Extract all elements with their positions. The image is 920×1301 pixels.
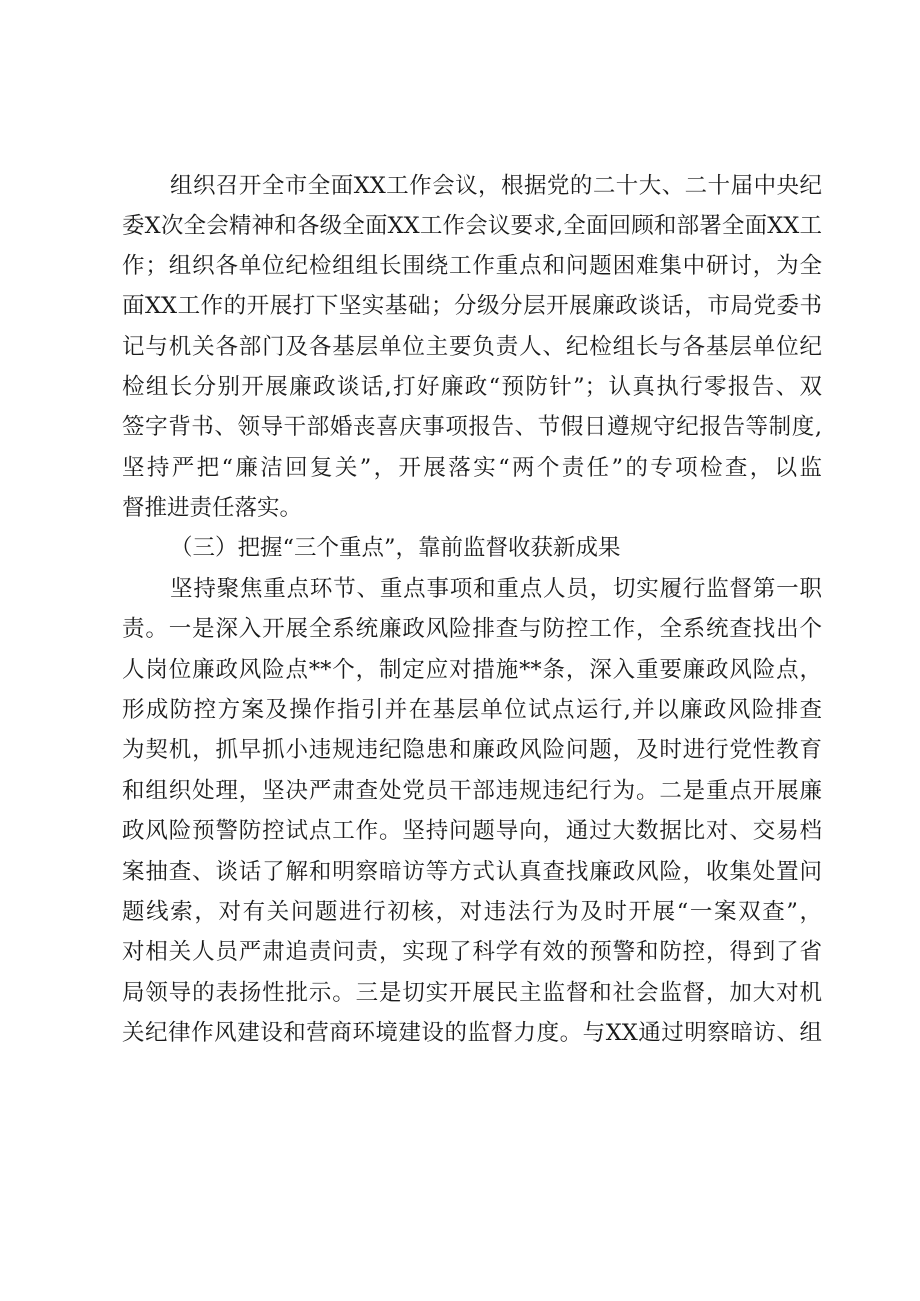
paragraph-2-line-1: 坚持聚焦重点环节、重点事项和重点人员，切实履行监督第一职 bbox=[170, 576, 822, 602]
paragraph-2-line-6: 和组织处理，坚决严肃查处党员干部违规违纪行为。二是重点开展廉 bbox=[122, 778, 822, 804]
paragraph-2-line-3: 人岗位廉政风险点**个，制定应对措施**条，深入重要廉政风险点， bbox=[122, 657, 822, 683]
paragraph-1-line-6: 检组长分别开展廉政谈话,打好廉政“预防针”；认真执行零报告、双 bbox=[122, 374, 822, 400]
paragraph-2-line-8: 案抽查、谈话了解和明察暗访等方式认真查找廉政风险，收集处置问 bbox=[122, 859, 822, 885]
paragraph-1-line-7: 签字背书、领导干部婚丧喜庆事项报告、节假日遵规守纪报告等制度, bbox=[122, 414, 822, 440]
paragraph-2-line-10: 对相关人员严肃追责问责，实现了科学有效的预警和防控，得到了省 bbox=[122, 939, 822, 965]
paragraph-2-line-11: 局领导的表扬性批示。三是切实开展民主监督和社会监督，加大对机 bbox=[122, 980, 822, 1006]
paragraph-2-line-9: 题线索，对有关问题进行初核，对违法行为及时开展“一案双查”， bbox=[122, 899, 822, 925]
paragraph-1-line-5: 记与机关各部门及各基层单位主要负责人、纪检组长与各基层单位纪 bbox=[122, 334, 822, 360]
paragraph-1-line-4: 面XX工作的开展打下坚实基础；分级分层开展廉政谈话，市局党委书 bbox=[122, 293, 822, 319]
paragraph-1-line-9: 督推进责任落实。 bbox=[122, 495, 303, 521]
paragraph-1-line-1: 组织召开全市全面XX工作会议，根据党的二十大、二十届中央纪 bbox=[170, 173, 822, 199]
paragraph-2-line-12: 关纪律作风建设和营商环境建设的监督力度。与XX通过明察暗访、组 bbox=[122, 1020, 822, 1046]
paragraph-1-line-3: 作；组织各单位纪检组组长围绕工作重点和问题困难集中研讨，为全 bbox=[122, 253, 822, 279]
paragraph-2-line-2: 责。一是深入开展全系统廉政风险排查与防控工作，全系统查找出个 bbox=[122, 616, 822, 642]
paragraph-1-line-8: 坚持严把“廉洁回复关”，开展落实“两个责任”的专项检查，以监 bbox=[122, 455, 822, 481]
paragraph-2-line-7: 政风险预警防控试点工作。坚持问题导向，通过大数据比对、交易档 bbox=[122, 818, 822, 844]
paragraph-1-line-2: 委X次全会精神和各级全面XX工作会议要求,全面回顾和部署全面XX工 bbox=[122, 213, 822, 239]
paragraph-2-line-4: 形成防控方案及操作指引并在基层单位试点运行,并以廉政风险排查 bbox=[122, 697, 822, 723]
section-heading: （三）把握“三个重点”，靠前监督收获新成果 bbox=[170, 535, 621, 561]
paragraph-2-line-5: 为契机，抓早抓小违规违纪隐患和廉政风险问题，及时进行党性教育 bbox=[122, 737, 822, 763]
